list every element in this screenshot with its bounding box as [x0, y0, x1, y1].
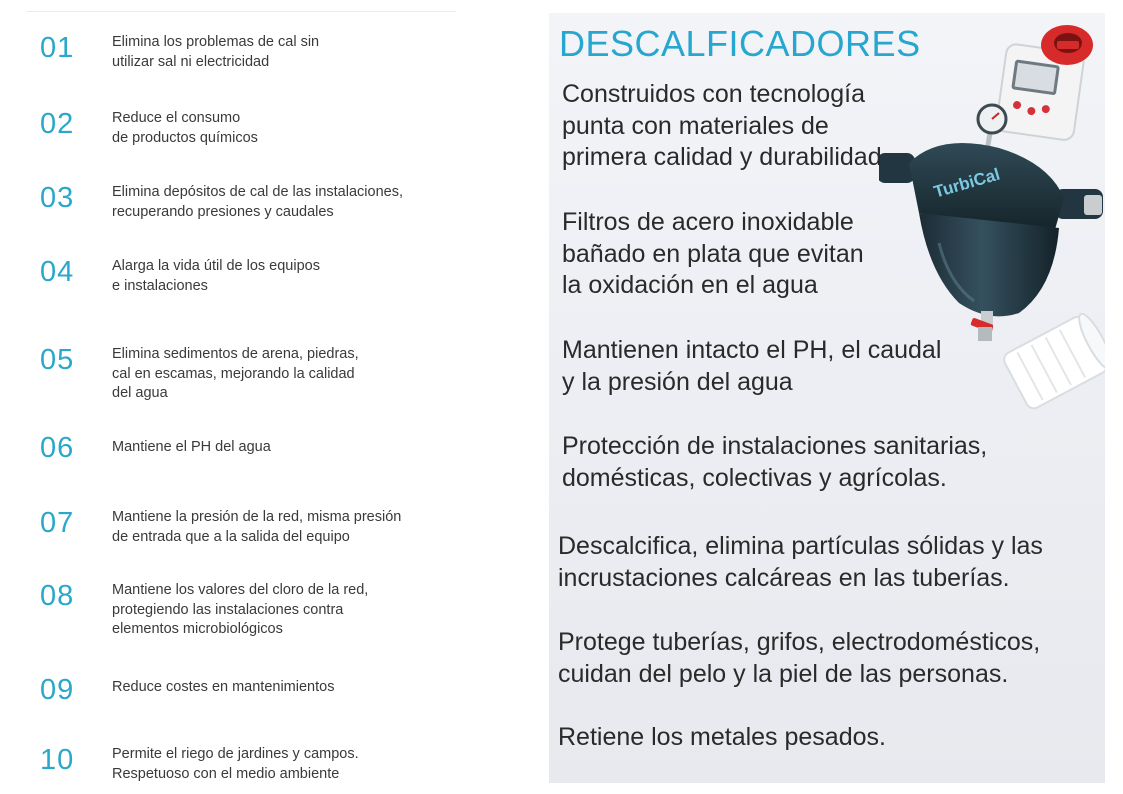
benefit-number: 06 — [40, 432, 75, 464]
benefit-text: Mantiene los valores del cloro de la red, protegiendo las instalaciones contra elementos microbiológicos — [112, 582, 369, 637]
benefit-text: Alarga la vida útil de los equipos e instalaciones — [112, 258, 320, 294]
benefit-number: 10 — [40, 744, 75, 776]
feature-paragraph: Descalcifica, elimina partículas sólidas y las incrustaciones calcáreas en las tuberías. — [558, 532, 1043, 592]
feature-paragraph: Construidos con tecnología punta con materiales de primera calidad y durabilidad — [562, 80, 882, 171]
benefit-text: Elimina los problemas de cal sin utilizar sal ni electricidad — [112, 34, 320, 70]
product-brand-label: TurbiCal — [931, 164, 1002, 202]
benefit-number: 03 — [40, 182, 75, 214]
benefit-text: Reduce el consumo de productos químicos — [112, 110, 258, 146]
benefit-number: 04 — [40, 256, 75, 288]
benefit-text: Elimina sedimentos de arena, piedras, cal en escamas, mejorando la calidad del agua — [112, 346, 359, 401]
top-divider — [26, 11, 456, 12]
benefit-number: 08 — [40, 580, 75, 612]
benefit-text: Permite el riego de jardines y campos. Respetuoso con el medio ambiente — [112, 746, 359, 782]
spare-cartridge — [1001, 310, 1105, 411]
feature-paragraph: Retiene los metales pesados. — [558, 723, 886, 751]
benefit-number: 01 — [40, 32, 75, 64]
benefit-number: 07 — [40, 507, 75, 539]
feature-paragraph: Filtros de acero inoxidable bañado en plata que evitan la oxidación en el agua — [562, 208, 864, 299]
panel-title: DESCALFICADORES — [559, 23, 921, 64]
feature-paragraph: Protección de instalaciones sanitarias, domésticas, colectivas y agrícolas. — [562, 432, 988, 492]
benefit-number: 02 — [40, 108, 75, 140]
benefit-text: Elimina depósitos de cal de las instalaciones, recuperando presiones y caudales — [112, 184, 403, 220]
feature-paragraph: Mantienen intacto el PH, el caudal y la presión del agua — [562, 336, 942, 396]
benefit-number: 09 — [40, 674, 75, 706]
benefit-text: Mantiene la presión de la red, misma presión de entrada que a la salida del equipo — [112, 509, 402, 545]
benefit-text: Mantiene el PH del agua — [112, 439, 271, 455]
feature-paragraph: Protege tuberías, grifos, electrodomésticos, cuidan del pelo y la piel de las personas. — [558, 628, 1041, 688]
benefit-number: 05 — [40, 344, 75, 376]
product-panel — [549, 13, 1105, 783]
benefit-text: Reduce costes en mantenimientos — [112, 679, 335, 695]
